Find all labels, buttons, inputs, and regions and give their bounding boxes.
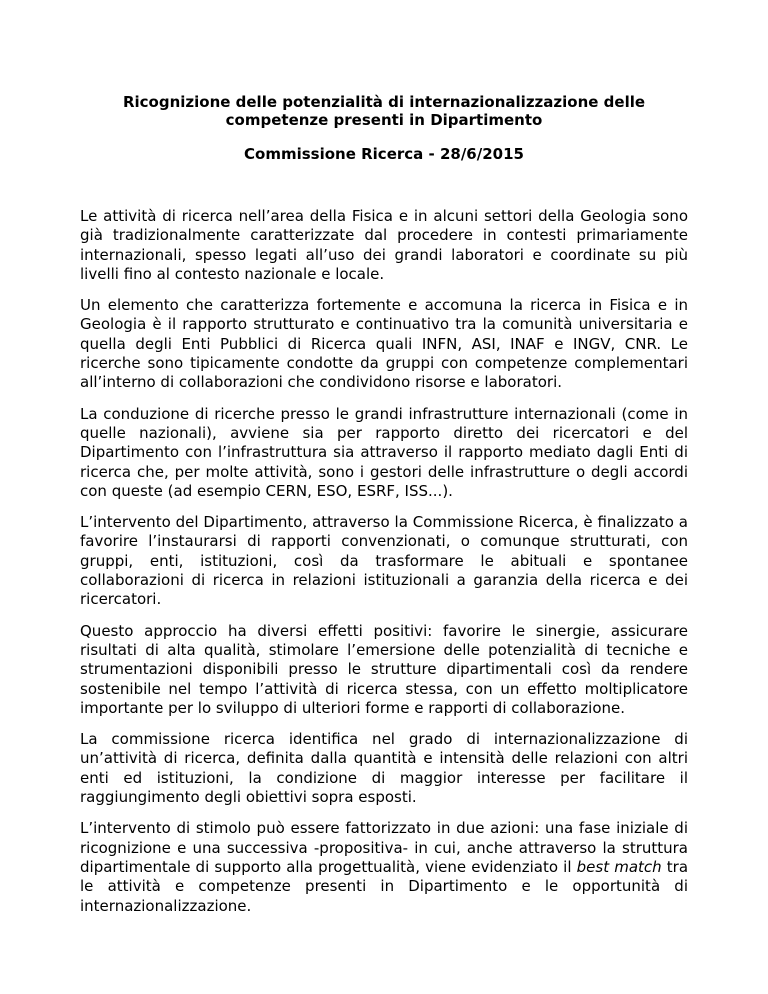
paragraph-3: La conduzione di ricerche presso le grandi infrastrutture internazionali (come in quelle nazionali), avviene sia per rapporto diretto dei ricercatori e del Dipartimento con l’infrastruttura sia attraverso il rapporto mediato dagli Enti di ricerca che, per molte attività, sono i gestori delle infrastrutture o degli accordi con queste (ad esempio CERN, ESO, ESRF, ISS...). <box>80 404 688 500</box>
paragraph-7-emphasis: best match <box>576 857 662 876</box>
paragraph-5: Questo approccio ha diversi effetti positivi: favorire le sinergie, assicurare risultati di alta qualità, stimolare l’emersione delle potenzialità di tecniche e strumentazioni disponibili presso le strutture dipartimentali così da rendere sostenibile nel tempo l’attività di ricerca stessa, con un effetto moltiplicatore importante per lo sviluppo di ulteriori forme e rapporti di collaborazione. <box>80 621 688 717</box>
document-body <box>80 207 688 928</box>
paragraph-7-text-before: L’intervento di stimolo può essere fattorizzato in due azioni: una fase iniziale di ricognizione e una successiva -propositiva- in cui, anche attraverso la struttura dipartimentale di supporto alla progettualità, viene evidenziato il <box>80 819 688 876</box>
document-subtitle: Commissione Ricerca - 28/6/2015 <box>244 145 524 163</box>
paragraph-4: L’intervento del Dipartimento, attraverso la Commissione Ricerca, è finalizzato a favorire l’instaurarsi di rapporti convenzionati, o comunque strutturati, con gruppi, enti, istituzioni, così da trasformare le abituali e spontanee collaborazioni di ricerca in relazioni istituzionali a garanzia della ricerca e dei ricercatori. <box>80 513 688 609</box>
document-title: Ricognizione delle potenzialità di internazionalizzazione delle competenze presenti in Dipartimento <box>122 93 646 129</box>
paragraph-1: Le attività di ricerca nell’area della Fisica e in alcuni settori della Geologia sono già tradizionalmente caratterizzate dal procedere in contesti primariamente internazionali, spesso legati all’uso dei grandi laboratori e coordinate su più livelli fino al contesto nazionale e locale. <box>80 207 688 283</box>
paragraph-2: Un elemento che caratterizza fortemente e accomuna la ricerca in Fisica e in Geologia è il rapporto strutturato e continuativo tra la comunità universitaria e quella degli Enti Pubblici di Ricerca quali INFN, ASI, INAF e INGV, CNR. Le ricerche sono tipicamente condotte da gruppi con competenze complementari all’interno di collaborazioni che condividono risorse e laboratori. <box>80 296 688 392</box>
paragraph-6: La commissione ricerca identifica nel grado di internazionalizzazione di un’attività di ricerca, definita dalla quantità e intensità delle relazioni con altri enti ed istituzioni, la condizione di maggior interesse per facilitare il raggiungimento degli obiettivi sopra esposti. <box>80 730 688 807</box>
paragraph-7 <box>80 819 688 915</box>
paragraph-7-text-after: tra le attività e competenze presenti in Dipartimento e le opportunità di internazionalizzazione. <box>80 857 689 915</box>
